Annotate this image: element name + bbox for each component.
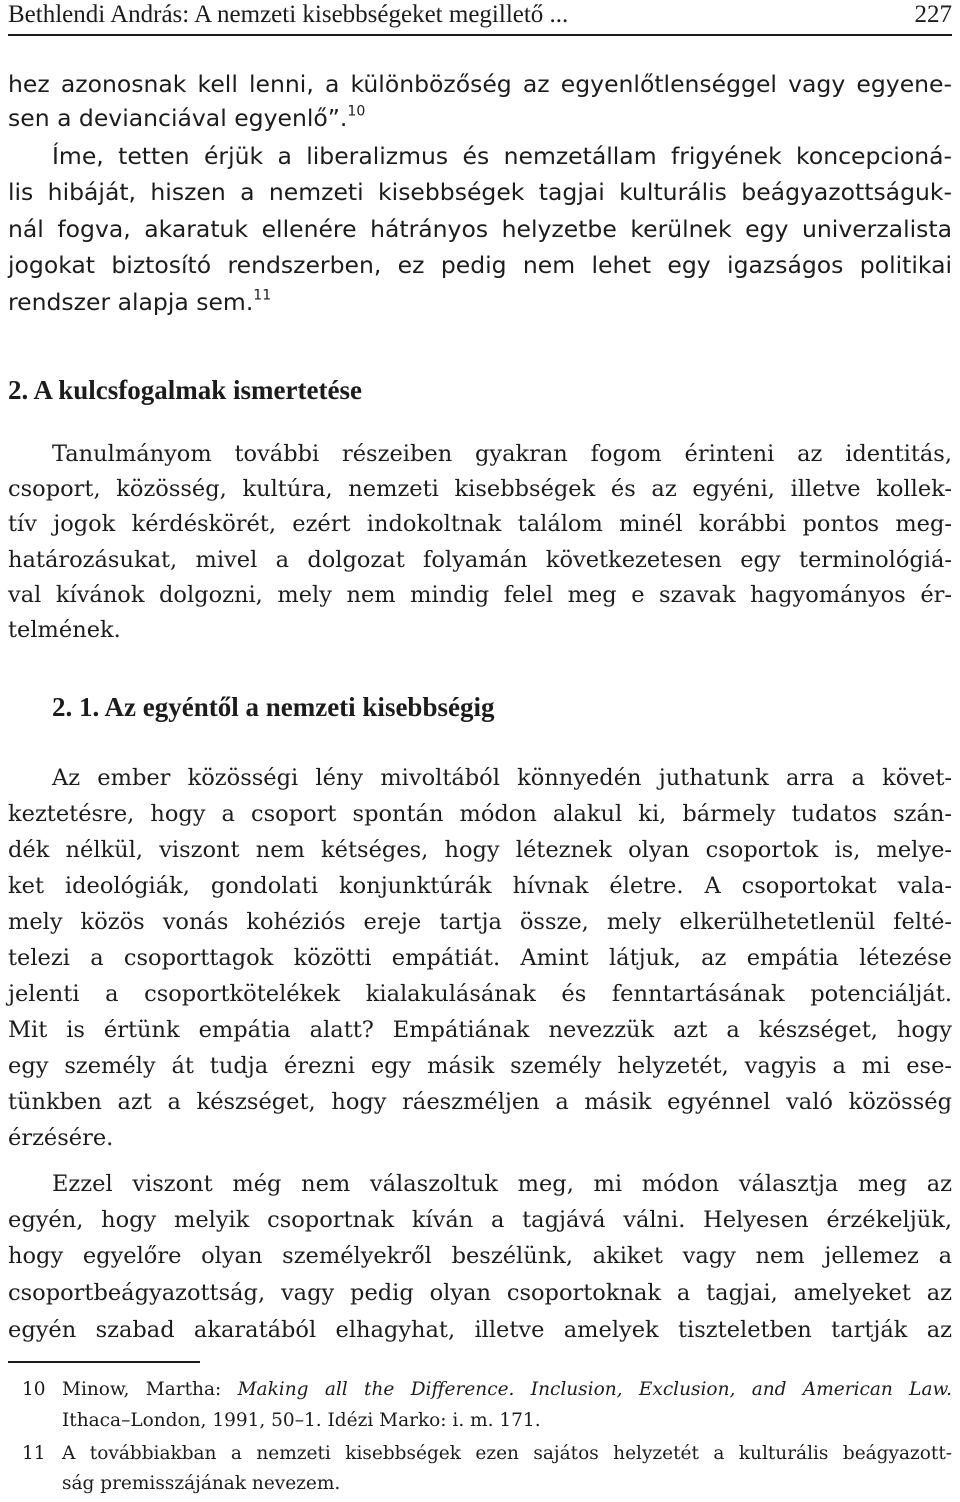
- section-heading: 2. A kulcsfogalmak ismertetése: [8, 375, 362, 405]
- body-line: tünkben azt a készséget, hogy ráeszméljen a másik egyénnel való közösség: [8, 1089, 952, 1115]
- body-line: [8, 285, 952, 319]
- body-line: Íme, tetten érjük a liberalizmus és nemzetállam frigyének koncepcioná-: [52, 142, 952, 170]
- page-number: 227: [914, 1, 952, 28]
- body-line: csoport, közösség, kultúra, nemzeti kisebbségek és az egyéni, illetve kollek-: [8, 476, 952, 502]
- running-header-title: Bethlendi András: A nemzeti kisebbségeket megillető ...: [8, 1, 569, 28]
- body-line: Az ember közösségi lény mivoltából könnyedén juthatunk arra a követ-: [52, 765, 952, 791]
- footnote-rule: [8, 1361, 200, 1363]
- body-line: val kívánok dolgozni, mely nem mindig felel meg e szavak hagyományos ér-: [8, 582, 952, 608]
- body-line: jelenti a csoportkötelékek kialakulásának és fenntartásának potenciálját.: [8, 981, 952, 1007]
- footnote-number: 10: [22, 1379, 46, 1400]
- body-line: mely közös vonás kohéziós ereje tartja össze, mely elkerülhetetlenül felté-: [8, 909, 952, 935]
- body-line: hogy egyelőre olyan személyekről beszélünk, akiket vagy nem jellemez a: [8, 1243, 952, 1269]
- body-line: jogokat biztosító rendszerben, ez pedig nem lehet egy igazságos politikai: [8, 251, 952, 279]
- body-line: érzésére.: [8, 1125, 114, 1151]
- body-line: egyén szabad akaratából elhagyhat, illetve amelyek tiszteletben tartják az: [8, 1317, 952, 1343]
- running-header: [8, 0, 952, 30]
- body-line: telmének.: [8, 617, 121, 643]
- body-line: dék nélkül, viszont nem kétséges, hogy léteznek olyan csoportok is, melye-: [8, 837, 952, 863]
- footnote-number: 11: [22, 1443, 46, 1464]
- body-line: egy személy át tudja érezni egy másik személy helyzetét, vagyis a mi ese-: [8, 1053, 952, 1079]
- footnote-line: A továbbiakban a nemzeti kisebbségek ezen sajátos helyzetét a kulturális beágyazott-: [62, 1443, 952, 1464]
- footnote-line: ság premisszájának nevezem.: [62, 1473, 341, 1494]
- body-line: nál fogva, akaratuk ellenére hátrányos helyzetbe kerülnek egy univerzalista: [8, 215, 952, 243]
- footnote-ref-11: 11: [253, 287, 272, 304]
- body-line: hez azonosnak kell lenni, a különbözőség az egyenlőtlenséggel vagy egyene-: [8, 70, 952, 98]
- body-line: telezi a csoporttagok közötti empátiát. Amint látjuk, az empátia létezése: [8, 945, 952, 971]
- body-line: ket ideológiák, gondolati konjunktúrák hívnak életre. A csoportokat vala-: [8, 873, 952, 899]
- body-line-text: rendszer alapja sem.: [8, 288, 254, 316]
- body-line: [8, 101, 952, 135]
- footnote-line: Ithaca–London, 1991, 50–1. Idézi Marko: i. m. 171.: [62, 1410, 541, 1431]
- body-line: tív jogok kérdéskörét, ezért indokoltnak találom minél korábbi pontos meg-: [8, 511, 952, 537]
- body-line: Ezzel viszont még nem válaszoltuk meg, mi módon választja meg az: [52, 1171, 952, 1197]
- footnote-text: Minow, Martha:: [62, 1379, 238, 1400]
- body-line: határozásukat, mivel a dolgozat folyamán következetesen egy terminológiá-: [8, 547, 952, 573]
- header-rule: [8, 34, 952, 36]
- body-line-text: sen a devianciával egyenlő”.: [8, 104, 348, 132]
- body-line: lis hibáját, hiszen a nemzeti kisebbségek tagjai kulturális beágyazottságuk-: [8, 178, 952, 206]
- footnote-title-italic: Making all the Difference. Inclusion, Exclusion, and American Law.: [237, 1379, 952, 1400]
- body-line: Tanulmányom további részeiben gyakran fogom érinteni az identitás,: [52, 441, 952, 467]
- body-line: csoportbeágyazottság, vagy pedig olyan csoportoknak a tagjai, amelyeket az: [8, 1280, 952, 1306]
- footnote-ref-10: 10: [347, 103, 366, 120]
- footnote-line: [62, 1376, 952, 1404]
- body-line: Mit is értünk empátia alatt? Empátiának nevezzük azt a készséget, hogy: [8, 1017, 952, 1043]
- body-line: egyén, hogy melyik csoportnak kíván a tagjává válni. Helyesen érzékeljük,: [8, 1207, 952, 1233]
- body-line: keztetésre, hogy a csoport spontán módon alakul ki, bármely tudatos szán-: [8, 801, 952, 827]
- subsection-heading: 2. 1. Az egyéntől a nemzeti kisebbségig: [52, 692, 495, 722]
